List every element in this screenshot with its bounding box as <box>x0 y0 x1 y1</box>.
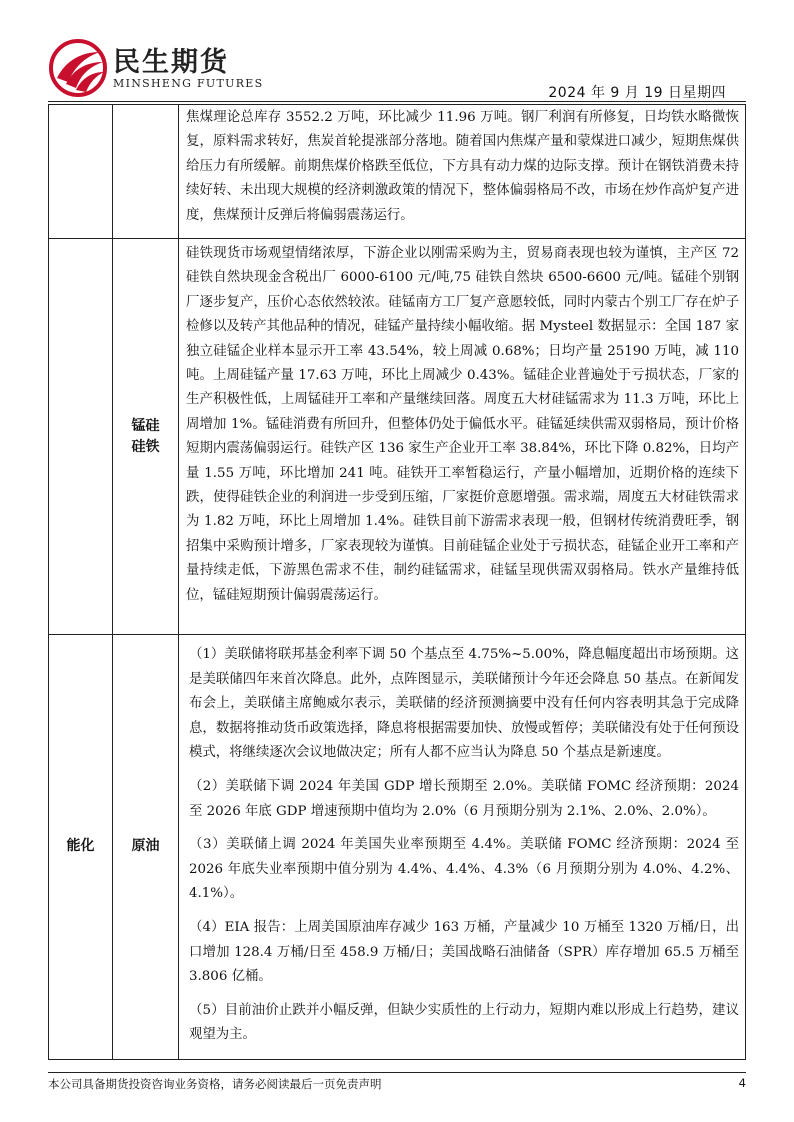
mn-si-analysis-cell <box>179 239 746 635</box>
page-number: 4 <box>738 1076 746 1090</box>
category-energy-chemical: 能化 <box>49 635 113 1060</box>
commodity-analysis-table <box>48 104 746 1060</box>
oil-paragraph-2: （2）美联储下调 2024 年美国 GDP 增长预期至 2.0%。美联储 FOMC 经济预期：2024 至 2026 年底 GDP 增速预期中值均为 2.0%（6 月预期分别为 2.1%、2.0%、2.0%）。 <box>189 778 739 819</box>
crude-oil-analysis-cell <box>179 635 746 1060</box>
subcategory-crude-oil: 原油 <box>113 635 179 1060</box>
coke-analysis-cell <box>179 105 746 239</box>
brand-name-english: MINSHENG FUTURES <box>113 77 264 90</box>
minsheng-logo-icon <box>48 38 108 98</box>
oil-paragraph-3: （3）美联储上调 2024 年美国失业率预期至 4.4%。美联储 FOMC 经济预期：2024 至 2026 年底失业率预期中值分别为 4.4%、4.4%、4.3%（6 月预期分别为 4.0%、4.2%、4.1%）。 <box>189 837 739 902</box>
table-row-mn-si <box>49 239 746 635</box>
report-date: 2024 年 9 月 19 日星期四 <box>548 85 726 101</box>
table-row-coke <box>49 105 746 239</box>
oil-paragraph-5: （5）目前油价止跌并小幅反弹，但缺少实质性的上行动力，短期内难以形成上行趋势，建议观望为主。 <box>189 1002 739 1043</box>
category-cell-empty <box>49 105 113 239</box>
subcategory-label-line2: 硅铁 <box>131 438 160 455</box>
mn-si-analysis-text: 硅铁现货市场观望情绪浓厚，下游企业以刚需采购为主，贸易商表现也较为谨慎，主产区 72 硅铁自然块现金含税出厂 6000-6100 元/吨,75 硅铁自然块 6500-6600 元/吨。锰硅个别钢厂逐步复产，压价心态依然较浓。硅锰南方工厂复产意愿较低，同时内蒙古个别工厂存在炉子检修以及转产其他品种的情况，硅锰产量持续小幅收缩。据 Mysteel 数据显示：全国 187 家独立硅锰企业样本显示开工率 43.54%，较上周减 0.68%；日均产量 25190 万吨，减 110 吨。上周硅锰产量 17.63 万吨，环比上周减少 0.43%。锰硅企业普遍处于亏损状态，厂家的生产积极性低，上周锰硅开工率和产量继续回落。周度五大材硅锰需求为 11.3 万吨，环比上周增加 1%。锰硅消费有所回升，但整体仍处于偏低水平。硅锰延续供需双弱格局，预计价格短期内震荡偏弱运行。硅铁产区 136 家生产企业开工率 38.84%，环比下降 0.82%，日均产量 1.55 万吨，环比增加 241 吨。硅铁开工率暂稳运行，产量小幅增加，近期价格的连续下跌，使得硅铁企业的利润进一步受到压缩，厂家挺价意愿增强。需求端，周度五大材硅铁需求为 1.82 万吨，环比上周增加 1.4%。硅铁目前下游需求表现一般，但钢材传统消费旺季，钢招集中采购预计增多，厂家表现较为谨慎。目前硅锰企业处于亏损状态，硅锰企业开工率和产量持续走低，下游黑色需求不佳，制约硅锰需求，硅锰呈现供需双弱格局。铁水产量维持低位，锰硅短期预计偏弱震荡运行。 <box>186 246 739 603</box>
subcategory-label-line1: 锰硅 <box>131 417 160 434</box>
page-header <box>0 0 794 102</box>
subcategory-cell-empty <box>113 105 179 239</box>
category-cell-empty <box>49 239 113 635</box>
header-divider <box>48 101 746 102</box>
footer-divider <box>48 1072 746 1073</box>
footer-disclaimer: 本公司具备期货投资咨询业务资格，请务必阅读最后一页免责声明 <box>48 1077 382 1091</box>
table-row-oil <box>49 635 746 1060</box>
oil-paragraph-1: （1）美联储将联邦基金利率下调 50 个基点至 4.75%~5.00%，降息幅度超出市场预期。这是美联储四年来首次降息。此外，点阵图显示，美联储预计今年还会降息 50 基点。在新闻发布会上，美联储主席鲍威尔表示，美联储的经济预测摘要中没有任何内容表明其急于完成降息，数据将推动货币政策选择，降息将根据需要加快、放慢或暂停；美联储没有处于任何预设模式，将继续逐次会议地做决定；所有人都不应当认为降息 50 个基点是新速度。 <box>189 647 739 761</box>
oil-paragraph-4: （4）EIA 报告：上周美国原油库存减少 163 万桶，产量减少 10 万桶至 1320 万桶/日，出口增加 128.4 万桶/日至 458.9 万桶/日；美国战略石油储备（SPR）库存增加 65.5 万桶至 3.806 亿桶。 <box>189 919 739 985</box>
brand-name: 民生期货 <box>113 47 229 78</box>
coke-analysis-text: 焦煤理论总库存 3552.2 万吨，环比减少 11.96 万吨。钢厂利润有所修复，日均铁水略微恢复，原料需求转好，焦炭首轮提涨部分落地。随着国内焦煤产量和蒙煤进口减少，短期焦煤供给压力有所缓解。前期焦煤价格跌至低位，下方具有动力煤的边际支撑。预计在钢铁消费未持续好转、未出现大规模的经济刺激政策的情况下，整体偏弱格局不改，市场在炒作高炉复产进度，焦煤预计反弹后将偏弱震荡运行。 <box>186 110 739 223</box>
subcategory-mn-si <box>113 239 179 635</box>
